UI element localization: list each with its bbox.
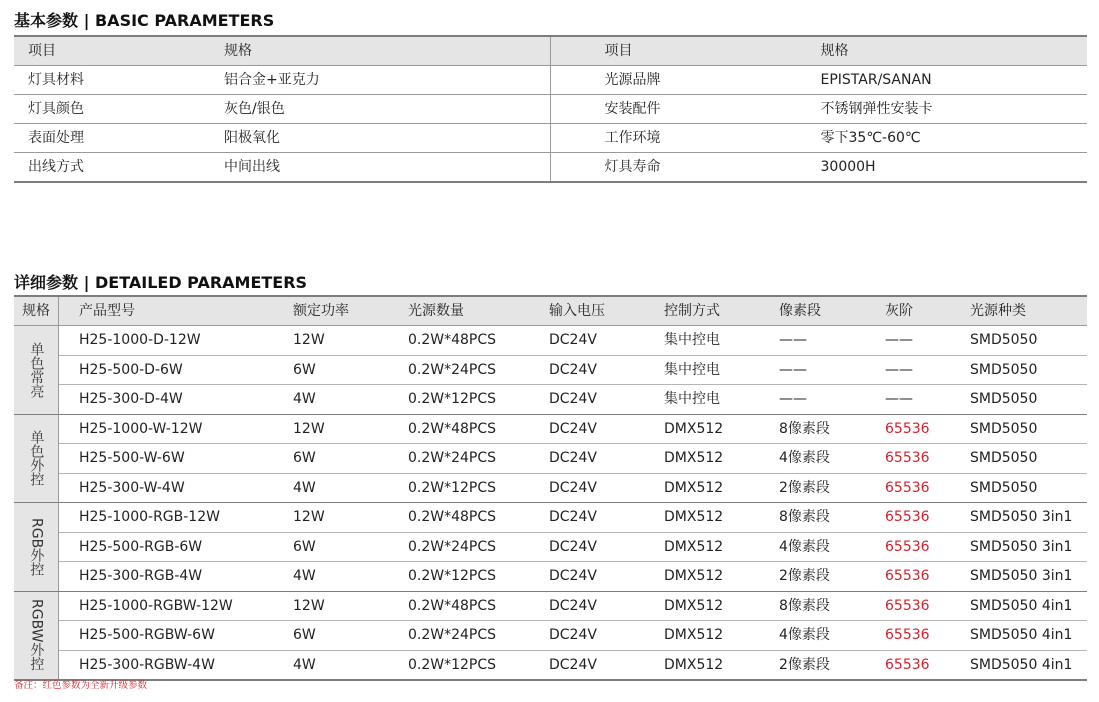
model-cell: H25-300-W-4W [79, 479, 185, 496]
gray-cell: 65536 [885, 479, 930, 496]
voltage-cell: DC24V [549, 479, 597, 496]
category-text: 单色常亮 [28, 341, 45, 398]
gray-cell: 65536 [885, 509, 930, 525]
basic-section-title: 基本参数 | BASIC PARAMETERS [14, 11, 275, 30]
model-cell: H25-500-RGB-6W [79, 538, 203, 555]
pixel-cell: 2像素段 [779, 568, 830, 584]
header-source: 光源种类 [970, 303, 1026, 319]
voltage-cell: DC24V [549, 332, 597, 348]
model-cell: H25-500-D-6W [79, 361, 183, 378]
model-cell: H25-500-RGBW-6W [79, 627, 215, 643]
control-cell: DMX512 [664, 420, 724, 437]
category-group [14, 592, 1087, 680]
control-cell: DMX512 [664, 568, 724, 584]
voltage-cell: DC24V [549, 627, 597, 643]
table-row [59, 356, 1087, 386]
item-cell: 灯具材料 [28, 72, 84, 88]
header-power: 额定功率 [293, 303, 349, 319]
detail-section-title: 详细参数 | DETAILED PARAMETERS [14, 273, 308, 292]
footnote: 备注：红色参数为全新升级参数 [14, 680, 148, 691]
header-item: 项目 [28, 43, 56, 59]
source-cell: SMD5050 4in1 [970, 627, 1073, 643]
header-item: 项目 [604, 43, 633, 59]
pixel-cell: 4像素段 [779, 538, 830, 555]
source-cell: SMD5050 3in1 [970, 509, 1073, 525]
pixel-cell: —— [779, 361, 807, 378]
power-cell: 6W [293, 450, 316, 466]
pixel-cell: 4像素段 [779, 450, 830, 466]
category-text: RGBW外控 [28, 599, 45, 672]
model-cell: H25-300-RGBW-4W [79, 656, 215, 673]
voltage-cell: DC24V [549, 568, 597, 584]
gray-cell: 65536 [885, 538, 930, 555]
source-cell: SMD5050 [970, 391, 1038, 407]
header-pixel: 像素段 [779, 303, 821, 319]
qty-cell: 0.2W*24PCS [408, 450, 497, 466]
item-cell: 灯具颜色 [28, 101, 84, 117]
table-row [14, 153, 1087, 181]
voltage-cell: DC24V [549, 509, 597, 525]
basic-parameters-table [14, 35, 1087, 183]
source-cell: SMD5050 3in1 [970, 538, 1073, 555]
table-row [14, 66, 1087, 95]
spec-cell: 零下35℃-60℃ [820, 130, 921, 146]
qty-cell: 0.2W*12PCS [408, 479, 497, 496]
category-label [14, 415, 59, 503]
source-cell: SMD5050 [970, 332, 1038, 348]
gray-cell: 65536 [885, 597, 930, 614]
source-cell: SMD5050 3in1 [970, 568, 1073, 584]
source-cell: SMD5050 [970, 450, 1038, 466]
source-cell: SMD5050 [970, 420, 1038, 437]
qty-cell: 0.2W*48PCS [408, 420, 497, 437]
model-cell: H25-300-D-4W [79, 391, 183, 407]
voltage-cell: DC24V [549, 538, 597, 555]
power-cell: 6W [293, 538, 316, 555]
power-cell: 4W [293, 656, 316, 673]
pixel-cell: —— [779, 332, 807, 348]
header-voltage: 输入电压 [549, 303, 605, 319]
power-cell: 4W [293, 479, 316, 496]
header-control: 控制方式 [664, 303, 720, 319]
table-row [59, 444, 1087, 474]
qty-cell: 0.2W*48PCS [408, 597, 497, 614]
control-cell: DMX512 [664, 450, 724, 466]
control-cell: DMX512 [664, 509, 724, 525]
model-cell: H25-300-RGB-4W [79, 568, 203, 584]
qty-cell: 0.2W*48PCS [408, 509, 497, 525]
table-row [14, 95, 1087, 124]
control-cell: DMX512 [664, 479, 724, 496]
spec-cell: 不锈钢弹性安装卡 [820, 101, 933, 117]
qty-cell: 0.2W*24PCS [408, 627, 497, 643]
voltage-cell: DC24V [549, 597, 597, 614]
table-row [59, 533, 1087, 563]
source-cell: SMD5050 [970, 479, 1038, 496]
power-cell: 12W [293, 597, 325, 614]
item-cell: 表面处理 [28, 130, 84, 146]
category-group [14, 503, 1087, 592]
gray-cell: 65536 [885, 450, 930, 466]
item-cell: 灯具寿命 [604, 159, 661, 175]
detail-table-header [14, 297, 1087, 326]
item-cell: 出线方式 [28, 159, 84, 175]
model-cell: H25-1000-W-12W [79, 420, 203, 437]
header-model: 产品型号 [79, 303, 135, 319]
category-label [14, 326, 59, 414]
category-label [14, 592, 59, 680]
item-cell: 安装配件 [604, 101, 661, 117]
qty-cell: 0.2W*24PCS [408, 361, 497, 378]
category-group [14, 415, 1087, 504]
control-cell: 集中控电 [664, 361, 720, 378]
pixel-cell: 8像素段 [779, 509, 830, 525]
spec-cell: 30000H [820, 159, 876, 175]
control-cell: 集中控电 [664, 391, 720, 407]
spec-cell: EPISTAR/SANAN [820, 72, 932, 88]
power-cell: 12W [293, 420, 325, 437]
pixel-cell: —— [779, 391, 807, 407]
gray-cell: 65536 [885, 420, 930, 437]
model-cell: H25-1000-D-12W [79, 332, 201, 348]
qty-cell: 0.2W*12PCS [408, 568, 497, 584]
item-cell: 光源品牌 [604, 72, 661, 88]
voltage-cell: DC24V [549, 420, 597, 437]
table-row [59, 385, 1087, 414]
qty-cell: 0.2W*12PCS [408, 656, 497, 673]
pixel-cell: 2像素段 [779, 656, 830, 673]
item-cell: 工作环境 [604, 130, 661, 146]
source-cell: SMD5050 4in1 [970, 656, 1073, 673]
gray-cell: —— [885, 391, 913, 407]
control-cell: DMX512 [664, 538, 724, 555]
qty-cell: 0.2W*12PCS [408, 391, 497, 407]
pixel-cell: 4像素段 [779, 627, 830, 643]
table-row [59, 474, 1087, 503]
pixel-cell: 2像素段 [779, 479, 830, 496]
basic-table-header [14, 37, 1087, 66]
spec-cell: 灰色/银色 [224, 101, 285, 117]
category-group [14, 326, 1087, 415]
table-row [59, 562, 1087, 591]
voltage-cell: DC24V [549, 391, 597, 407]
spec-cell: 中间出线 [224, 159, 280, 175]
gray-cell: 65536 [885, 568, 930, 584]
voltage-cell: DC24V [549, 361, 597, 378]
model-cell: H25-1000-RGB-12W [79, 509, 220, 525]
header-spec: 规格 [14, 297, 59, 325]
gray-cell: 65536 [885, 656, 930, 673]
control-cell: DMX512 [664, 656, 724, 673]
spec-cell: 铝合金+亚克力 [224, 72, 320, 88]
pixel-cell: 8像素段 [779, 420, 830, 437]
model-cell: H25-1000-RGBW-12W [79, 597, 233, 614]
table-row [59, 326, 1087, 356]
table-row [14, 124, 1087, 153]
power-cell: 12W [293, 332, 325, 348]
gray-cell: 65536 [885, 627, 930, 643]
qty-cell: 0.2W*24PCS [408, 538, 497, 555]
control-cell: DMX512 [664, 627, 724, 643]
pixel-cell: 8像素段 [779, 597, 830, 614]
source-cell: SMD5050 [970, 361, 1038, 378]
header-spec: 规格 [224, 43, 252, 59]
category-label [14, 503, 59, 591]
detailed-parameters-table [14, 295, 1087, 681]
table-row [59, 592, 1087, 622]
header-spec: 规格 [820, 43, 849, 59]
category-text: RGB外控 [28, 517, 45, 576]
qty-cell: 0.2W*48PCS [408, 332, 497, 348]
gray-cell: —— [885, 332, 913, 348]
source-cell: SMD5050 4in1 [970, 597, 1073, 614]
detail-table-body [14, 326, 1087, 679]
power-cell: 6W [293, 361, 316, 378]
power-cell: 12W [293, 509, 325, 525]
voltage-cell: DC24V [549, 450, 597, 466]
header-qty: 光源数量 [408, 303, 464, 319]
control-cell: 集中控电 [664, 332, 720, 348]
control-cell: DMX512 [664, 597, 724, 614]
spec-cell: 阳极氧化 [224, 130, 280, 146]
table-row [59, 651, 1087, 680]
model-cell: H25-500-W-6W [79, 450, 185, 466]
voltage-cell: DC24V [549, 656, 597, 673]
table-row [59, 621, 1087, 651]
table-row [59, 503, 1087, 533]
header-gray: 灰阶 [885, 303, 913, 319]
category-text: 单色外控 [28, 430, 45, 487]
gray-cell: —— [885, 361, 913, 378]
power-cell: 4W [293, 568, 316, 584]
power-cell: 6W [293, 627, 316, 643]
table-row [59, 415, 1087, 445]
power-cell: 4W [293, 391, 316, 407]
